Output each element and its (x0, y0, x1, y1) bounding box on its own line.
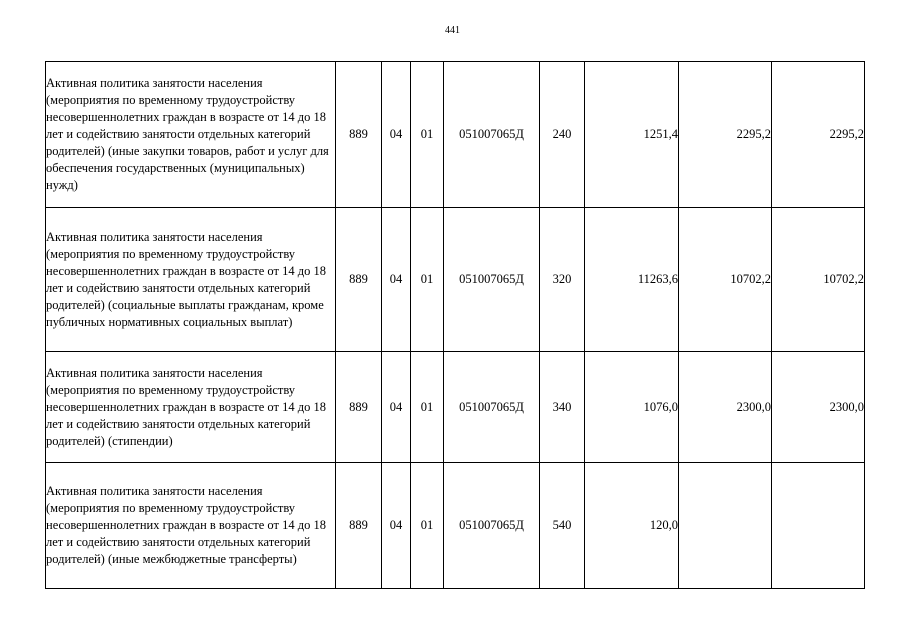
row-description: Активная политика занятости населения (мероприятия по временному трудоустройству несовершеннолетних граждан в возрасте от 14 до 18 лет и содействию занятости отдельных категорий родителей) (иные межбюджетные трансферты) (46, 463, 336, 589)
amount-year3-cell: 2300,0 (772, 352, 865, 463)
expense-type-cell: 320 (540, 208, 585, 352)
amount-year1-cell: 120,0 (585, 463, 679, 589)
target-article-cell: 051007065Д (444, 62, 540, 208)
budget-table (45, 61, 865, 589)
amount-year2-cell: 10702,2 (679, 208, 772, 352)
expense-type-cell: 540 (540, 463, 585, 589)
amount-year2-cell (679, 463, 772, 589)
amount-year1-cell: 1251,4 (585, 62, 679, 208)
amount-year2-cell: 2300,0 (679, 352, 772, 463)
section-cell: 04 (382, 62, 411, 208)
row-description: Активная политика занятости населения (мероприятия по временному трудоустройству несовершеннолетних граждан в возрасте от 14 до 18 лет и содействию занятости отдельных категорий родителей) (социальные выплаты гражданам, кроме публичных нормативных социальных выплат) (46, 208, 336, 352)
section-cell: 04 (382, 352, 411, 463)
ministry-code-cell: 889 (336, 352, 382, 463)
amount-year3-cell (772, 463, 865, 589)
amount-year1-cell: 1076,0 (585, 352, 679, 463)
target-article-cell: 051007065Д (444, 208, 540, 352)
row-description: Активная политика занятости населения (мероприятия по временному трудоустройству несовершеннолетних граждан в возрасте от 14 до 18 лет и содействию занятости отдельных категорий родителей) (иные закупки товаров, работ и услуг для обеспечения государственных (муниципальных) нужд) (46, 62, 336, 208)
section-cell: 04 (382, 463, 411, 589)
table-row (46, 208, 865, 352)
table-row (46, 463, 865, 589)
amount-year2-cell: 2295,2 (679, 62, 772, 208)
ministry-code-cell: 889 (336, 463, 382, 589)
amount-year3-cell: 10702,2 (772, 208, 865, 352)
expense-type-cell: 340 (540, 352, 585, 463)
table-row (46, 62, 865, 208)
expense-type-cell: 240 (540, 62, 585, 208)
ministry-code-cell: 889 (336, 62, 382, 208)
target-article-cell: 051007065Д (444, 352, 540, 463)
table-row (46, 352, 865, 463)
amount-year3-cell: 2295,2 (772, 62, 865, 208)
subsection-cell: 01 (411, 352, 444, 463)
row-description: Активная политика занятости населения (мероприятия по временному трудоустройству несовершеннолетних граждан в возрасте от 14 до 18 лет и содействию занятости отдельных категорий родителей) (стипендии) (46, 352, 336, 463)
amount-year1-cell: 11263,6 (585, 208, 679, 352)
page-number: 441 (445, 25, 460, 36)
section-cell: 04 (382, 208, 411, 352)
ministry-code-cell: 889 (336, 208, 382, 352)
subsection-cell: 01 (411, 208, 444, 352)
subsection-cell: 01 (411, 463, 444, 589)
target-article-cell: 051007065Д (444, 463, 540, 589)
subsection-cell: 01 (411, 62, 444, 208)
